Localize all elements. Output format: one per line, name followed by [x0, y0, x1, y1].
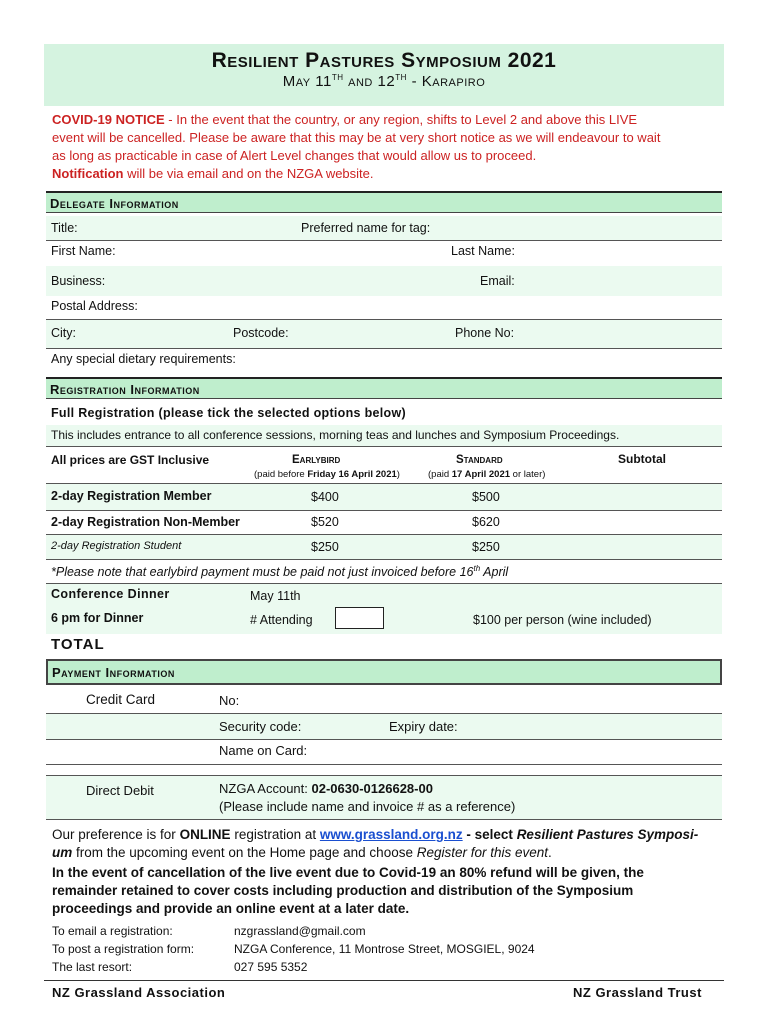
preferred-name-label: Preferred name for tag: — [301, 221, 431, 235]
nonmember-row-label: 2-day Registration Non-Member — [51, 515, 240, 529]
registration-section-heading: Registration Information — [46, 377, 722, 399]
student-row-label: 2-day Registration Student — [51, 540, 182, 552]
expiry-date-label: Expiry date: — [389, 719, 458, 734]
dinner-date: May 11th — [250, 589, 301, 603]
total-label: TOTAL — [51, 636, 105, 653]
gst-note: All prices are GST Inclusive — [51, 453, 210, 467]
delegate-section-heading: Delegate Information — [46, 191, 722, 213]
last-resort-label: The last resort: — [52, 960, 133, 974]
postal-address-label: Postal Address: — [51, 299, 138, 313]
earlybird-deadline: (paid before Friday 16 April 2021) — [254, 469, 400, 480]
nzga-account: NZGA Account: 02-0630-0126628-00 — [219, 781, 433, 796]
event-date-location: May 11TH and 12TH - Karapiro — [282, 73, 486, 90]
email-registration-label: To email a registration: — [52, 924, 173, 938]
standard-deadline: (paid 17 April 2021 or later) — [428, 469, 546, 480]
full-registration-label: Full Registration (please tick the selected options below) — [51, 406, 406, 420]
divider — [46, 739, 722, 740]
business-label: Business: — [51, 274, 106, 288]
nonmember-standard-price: $620 — [472, 515, 500, 529]
card-number-label: No: — [219, 693, 240, 708]
reference-note: (Please include name and invoice # as a reference) — [219, 799, 516, 814]
phone-label: Phone No: — [455, 326, 515, 340]
member-earlybird-price: $400 — [311, 490, 339, 504]
standard-header: Standard — [456, 454, 503, 466]
subtotal-header: Subtotal — [618, 452, 666, 466]
name-on-card-label: Name on Card: — [219, 743, 308, 758]
security-code-label: Security code: — [219, 719, 302, 734]
first-name-label: First Name: — [51, 244, 116, 258]
refund-policy-line1: In the event of cancellation of the live event due to Covid-19 an 80% refund will be given, the — [52, 865, 644, 880]
divider — [46, 764, 722, 765]
divider — [46, 510, 722, 511]
dinner-price: $100 per person (wine included) — [473, 613, 652, 627]
credit-card-label: Credit Card — [86, 692, 156, 707]
email-label: Email: — [480, 274, 515, 288]
city-label: City: — [51, 326, 76, 340]
student-earlybird-price: $250 — [311, 540, 339, 554]
member-standard-price: $500 — [472, 490, 500, 504]
includes-text: This includes entrance to all conference sessions, morning teas and lunches and Symposium Proceedings. — [51, 428, 620, 442]
delegate-band-city — [46, 320, 722, 348]
post-registration-value: NZGA Conference, 11 Montrose Street, MOSGIEL, 9024 — [234, 942, 535, 956]
attending-label: # Attending — [250, 613, 313, 627]
divider — [46, 446, 722, 447]
direct-debit-label: Direct Debit — [86, 783, 154, 798]
org-left: NZ Grassland Association — [52, 985, 226, 1000]
title-field-label: Title: — [51, 221, 78, 235]
payment-section-heading: Payment Information — [46, 659, 722, 685]
covid-notice-line2: event will be cancelled. Please be aware that this may be at very short notice as we will endeavour to wait — [52, 130, 661, 145]
refund-policy-line2: remainder retained to cover costs including production and distribution of the Symposium — [52, 883, 634, 898]
grassland-website-link[interactable]: www.grassland.org.nz — [319, 827, 463, 842]
divider — [46, 240, 722, 241]
page-title: Resilient Pastures Symposium 2021 — [211, 49, 557, 72]
last-resort-phone: 027 595 5352 — [234, 960, 308, 974]
covid-notice-line1: COVID-19 NOTICE - In the event that the country, or any region, shifts to Level 2 and above this LIVE — [52, 112, 638, 127]
student-standard-price: $250 — [472, 540, 500, 554]
dinner-time: 6 pm for Dinner — [51, 611, 144, 625]
last-name-label: Last Name: — [451, 244, 515, 258]
nonmember-earlybird-price: $520 — [311, 515, 339, 529]
conference-dinner-label: Conference Dinner — [51, 587, 170, 601]
covid-notice-line3: as long as practicable in case of Alert Level changes that would allow us to proceed. — [52, 148, 537, 163]
payment-band-security — [46, 714, 722, 739]
org-right: NZ Grassland Trust — [573, 985, 702, 1000]
divider — [46, 559, 722, 560]
postcode-label: Postcode: — [233, 326, 289, 340]
email-registration-value: nzgrassland@gmail.com — [234, 924, 366, 938]
notification-note: Notification will be via email and on the NZGA website. — [52, 166, 374, 181]
earlybird-payment-note: *Please note that earlybird payment must be paid not just invoiced before 16th April — [51, 564, 509, 580]
delegate-band-business — [46, 266, 722, 296]
online-preference-line2: um from the upcoming event on the Home page and choose Register for this event. — [52, 845, 552, 860]
refund-policy-line3: proceedings and provide an online event at a later date. — [52, 901, 410, 916]
post-registration-label: To post a registration form: — [52, 942, 195, 956]
dietary-label: Any special dietary requirements: — [51, 352, 236, 366]
attending-count-box[interactable] — [335, 607, 384, 629]
divider — [46, 348, 722, 349]
member-row-label: 2-day Registration Member — [51, 489, 212, 503]
earlybird-header: Earlybird — [292, 454, 341, 466]
online-preference-line1: Our preference is for ONLINE registration at www.grassland.org.nz - select Resilient Pastures Symposi- — [52, 827, 699, 842]
footer-divider — [44, 980, 724, 981]
